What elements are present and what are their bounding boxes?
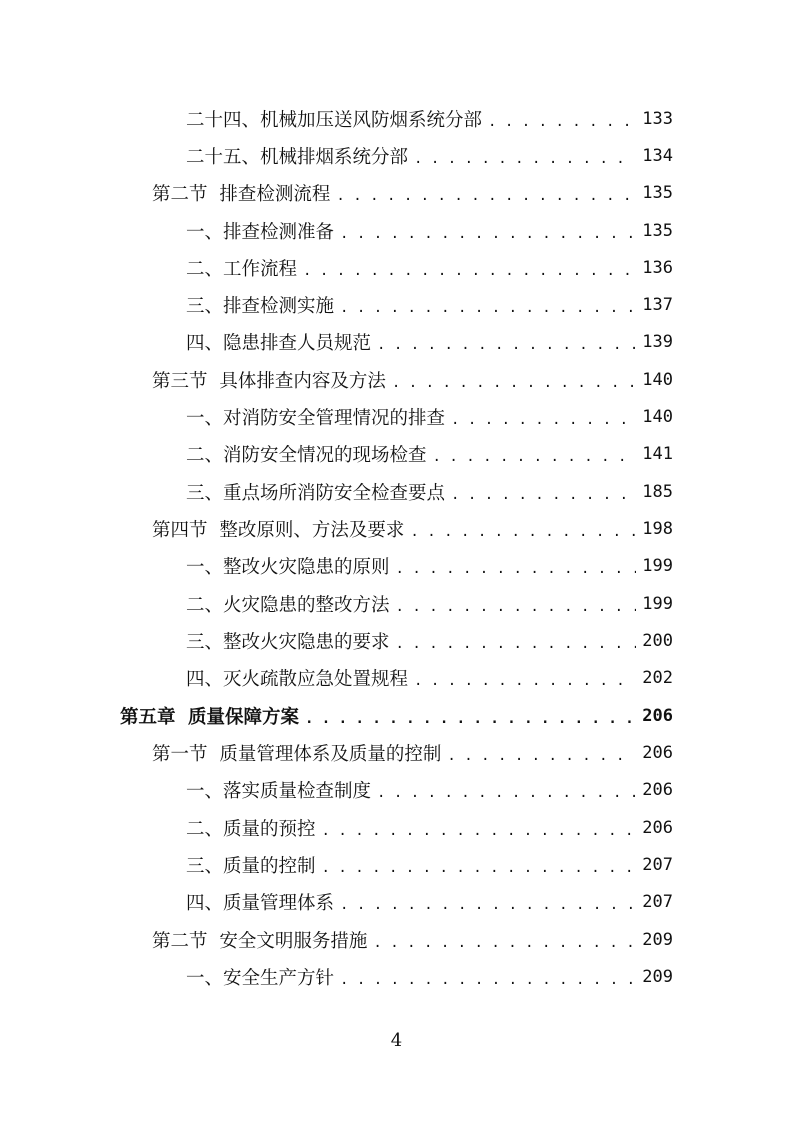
toc-entry[interactable] [186, 551, 673, 581]
toc-entry[interactable] [186, 813, 673, 843]
toc-entry-page: 206 [642, 706, 673, 726]
toc-entry-title: 二十四、机械加压送风防烟系统分部 [186, 110, 483, 131]
toc-dot-leader [322, 824, 637, 838]
toc-entry[interactable] [186, 439, 673, 469]
toc-dot-leader [303, 264, 636, 278]
toc-entry-page: 135 [642, 221, 673, 241]
toc-entry-page: 202 [642, 668, 673, 688]
toc-entry[interactable] [186, 850, 673, 880]
toc-entry[interactable] [186, 327, 673, 357]
toc-entry-title: 第三节 具体排查内容及方法 [152, 371, 386, 392]
toc-dot-leader [396, 637, 637, 651]
toc-entry-page: 135 [642, 183, 673, 203]
toc-entry-section[interactable] [152, 365, 673, 395]
toc-entry-page: 206 [642, 743, 673, 763]
toc-entry-title: 第一节 质量管理体系及质量的控制 [152, 744, 442, 765]
toc-entry[interactable] [186, 141, 673, 171]
toc-dot-leader [322, 861, 637, 875]
toc-entry[interactable] [186, 962, 673, 992]
toc-entry-title: 二、质量的预控 [186, 819, 316, 840]
toc-entry-title: 三、重点场所消防安全检查要点 [186, 483, 446, 504]
toc-entry-title: 第二节 安全文明服务措施 [152, 931, 368, 952]
toc-entry-page: 206 [642, 780, 673, 800]
toc-entry-section[interactable] [152, 738, 673, 768]
toc-entry[interactable] [186, 402, 673, 432]
toc-entry-page: 140 [642, 407, 673, 427]
toc-entry-section[interactable] [152, 925, 673, 955]
toc-entry-title: 三、整改火灾隐患的要求 [186, 632, 390, 653]
toc-entry-title: 二十五、机械排烟系统分部 [186, 147, 409, 168]
toc-entry-title: 一、安全生产方针 [186, 968, 335, 989]
toc-entry-page: 139 [642, 332, 673, 352]
toc-dot-leader [433, 450, 637, 464]
toc-entry[interactable] [186, 589, 673, 619]
toc-entry-page: 137 [642, 295, 673, 315]
toc-entry-title: 四、隐患排查人员规范 [186, 333, 372, 354]
toc-entry-title: 一、对消防安全管理情况的排查 [186, 408, 446, 429]
toc-dot-leader [373, 936, 636, 950]
toc-entry-title: 第二节 排查检测流程 [152, 184, 331, 205]
toc-entry-title: 二、火灾隐患的整改方法 [186, 595, 390, 616]
toc-entry-page: 198 [642, 519, 673, 539]
toc-entry[interactable] [186, 626, 673, 656]
toc-entry-page: 133 [642, 109, 673, 129]
toc-entry-title: 二、消防安全情况的现场检查 [186, 445, 427, 466]
toc-dot-leader [340, 898, 636, 912]
toc-entry[interactable] [186, 290, 673, 320]
toc-entry-page: 134 [642, 146, 673, 166]
toc-entry-chapter[interactable] [120, 701, 673, 731]
toc-entry-title: 三、质量的控制 [186, 856, 316, 877]
toc-dot-leader [396, 562, 637, 576]
toc-entry[interactable] [186, 477, 673, 507]
toc-entry-page: 206 [642, 818, 673, 838]
toc-entry-page: 207 [642, 892, 673, 912]
toc-entry-page: 207 [642, 855, 673, 875]
toc-dot-leader [488, 115, 636, 129]
toc-dot-leader [340, 227, 636, 241]
toc-entry-title: 二、工作流程 [186, 259, 298, 280]
toc-dot-leader [451, 488, 636, 502]
toc-dot-leader [451, 413, 636, 427]
toc-entry[interactable] [186, 104, 673, 134]
toc-dot-leader [377, 338, 636, 352]
toc-entry-title: 三、排查检测实施 [186, 296, 335, 317]
toc-entry-title: 第四节 整改原则、方法及要求 [152, 520, 405, 541]
toc-dot-leader [305, 712, 636, 726]
toc-dot-leader [447, 749, 636, 763]
toc-dot-leader [414, 674, 636, 688]
toc-entry-page: 141 [642, 444, 673, 464]
toc-dot-leader [336, 189, 636, 203]
toc-dot-leader [414, 152, 636, 166]
toc-entry-page: 209 [642, 967, 673, 987]
toc-entry[interactable] [186, 887, 673, 917]
toc-dot-leader [396, 600, 637, 614]
toc-dot-leader [392, 376, 636, 390]
toc-entry-section[interactable] [152, 514, 673, 544]
toc-entry-page: 209 [642, 930, 673, 950]
toc-entry-page: 136 [642, 258, 673, 278]
toc-entry-page: 199 [642, 556, 673, 576]
toc-entry[interactable] [186, 663, 673, 693]
toc-entry-title: 第五章 质量保障方案 [120, 707, 299, 728]
toc-entry-section[interactable] [152, 178, 673, 208]
toc-entry-title: 四、质量管理体系 [186, 893, 335, 914]
toc-dot-leader [410, 525, 636, 539]
toc-entry-page: 185 [642, 482, 673, 502]
toc-dot-leader [377, 786, 636, 800]
toc-entry[interactable] [186, 216, 673, 246]
page-number: 4 [390, 1030, 403, 1051]
toc-entry-title: 一、整改火灾隐患的原则 [186, 557, 390, 578]
toc-dot-leader [340, 973, 636, 987]
toc-dot-leader [340, 301, 636, 315]
toc-entry-page: 200 [642, 631, 673, 651]
toc-entry-title: 一、落实质量检查制度 [186, 781, 372, 802]
toc-entry[interactable] [186, 775, 673, 805]
toc-entry-title: 一、排查检测准备 [186, 222, 335, 243]
toc-entry-page: 199 [642, 594, 673, 614]
toc-entry[interactable] [186, 253, 673, 283]
toc-entry-title: 四、灭火疏散应急处置规程 [186, 669, 409, 690]
toc-entry-page: 140 [642, 370, 673, 390]
